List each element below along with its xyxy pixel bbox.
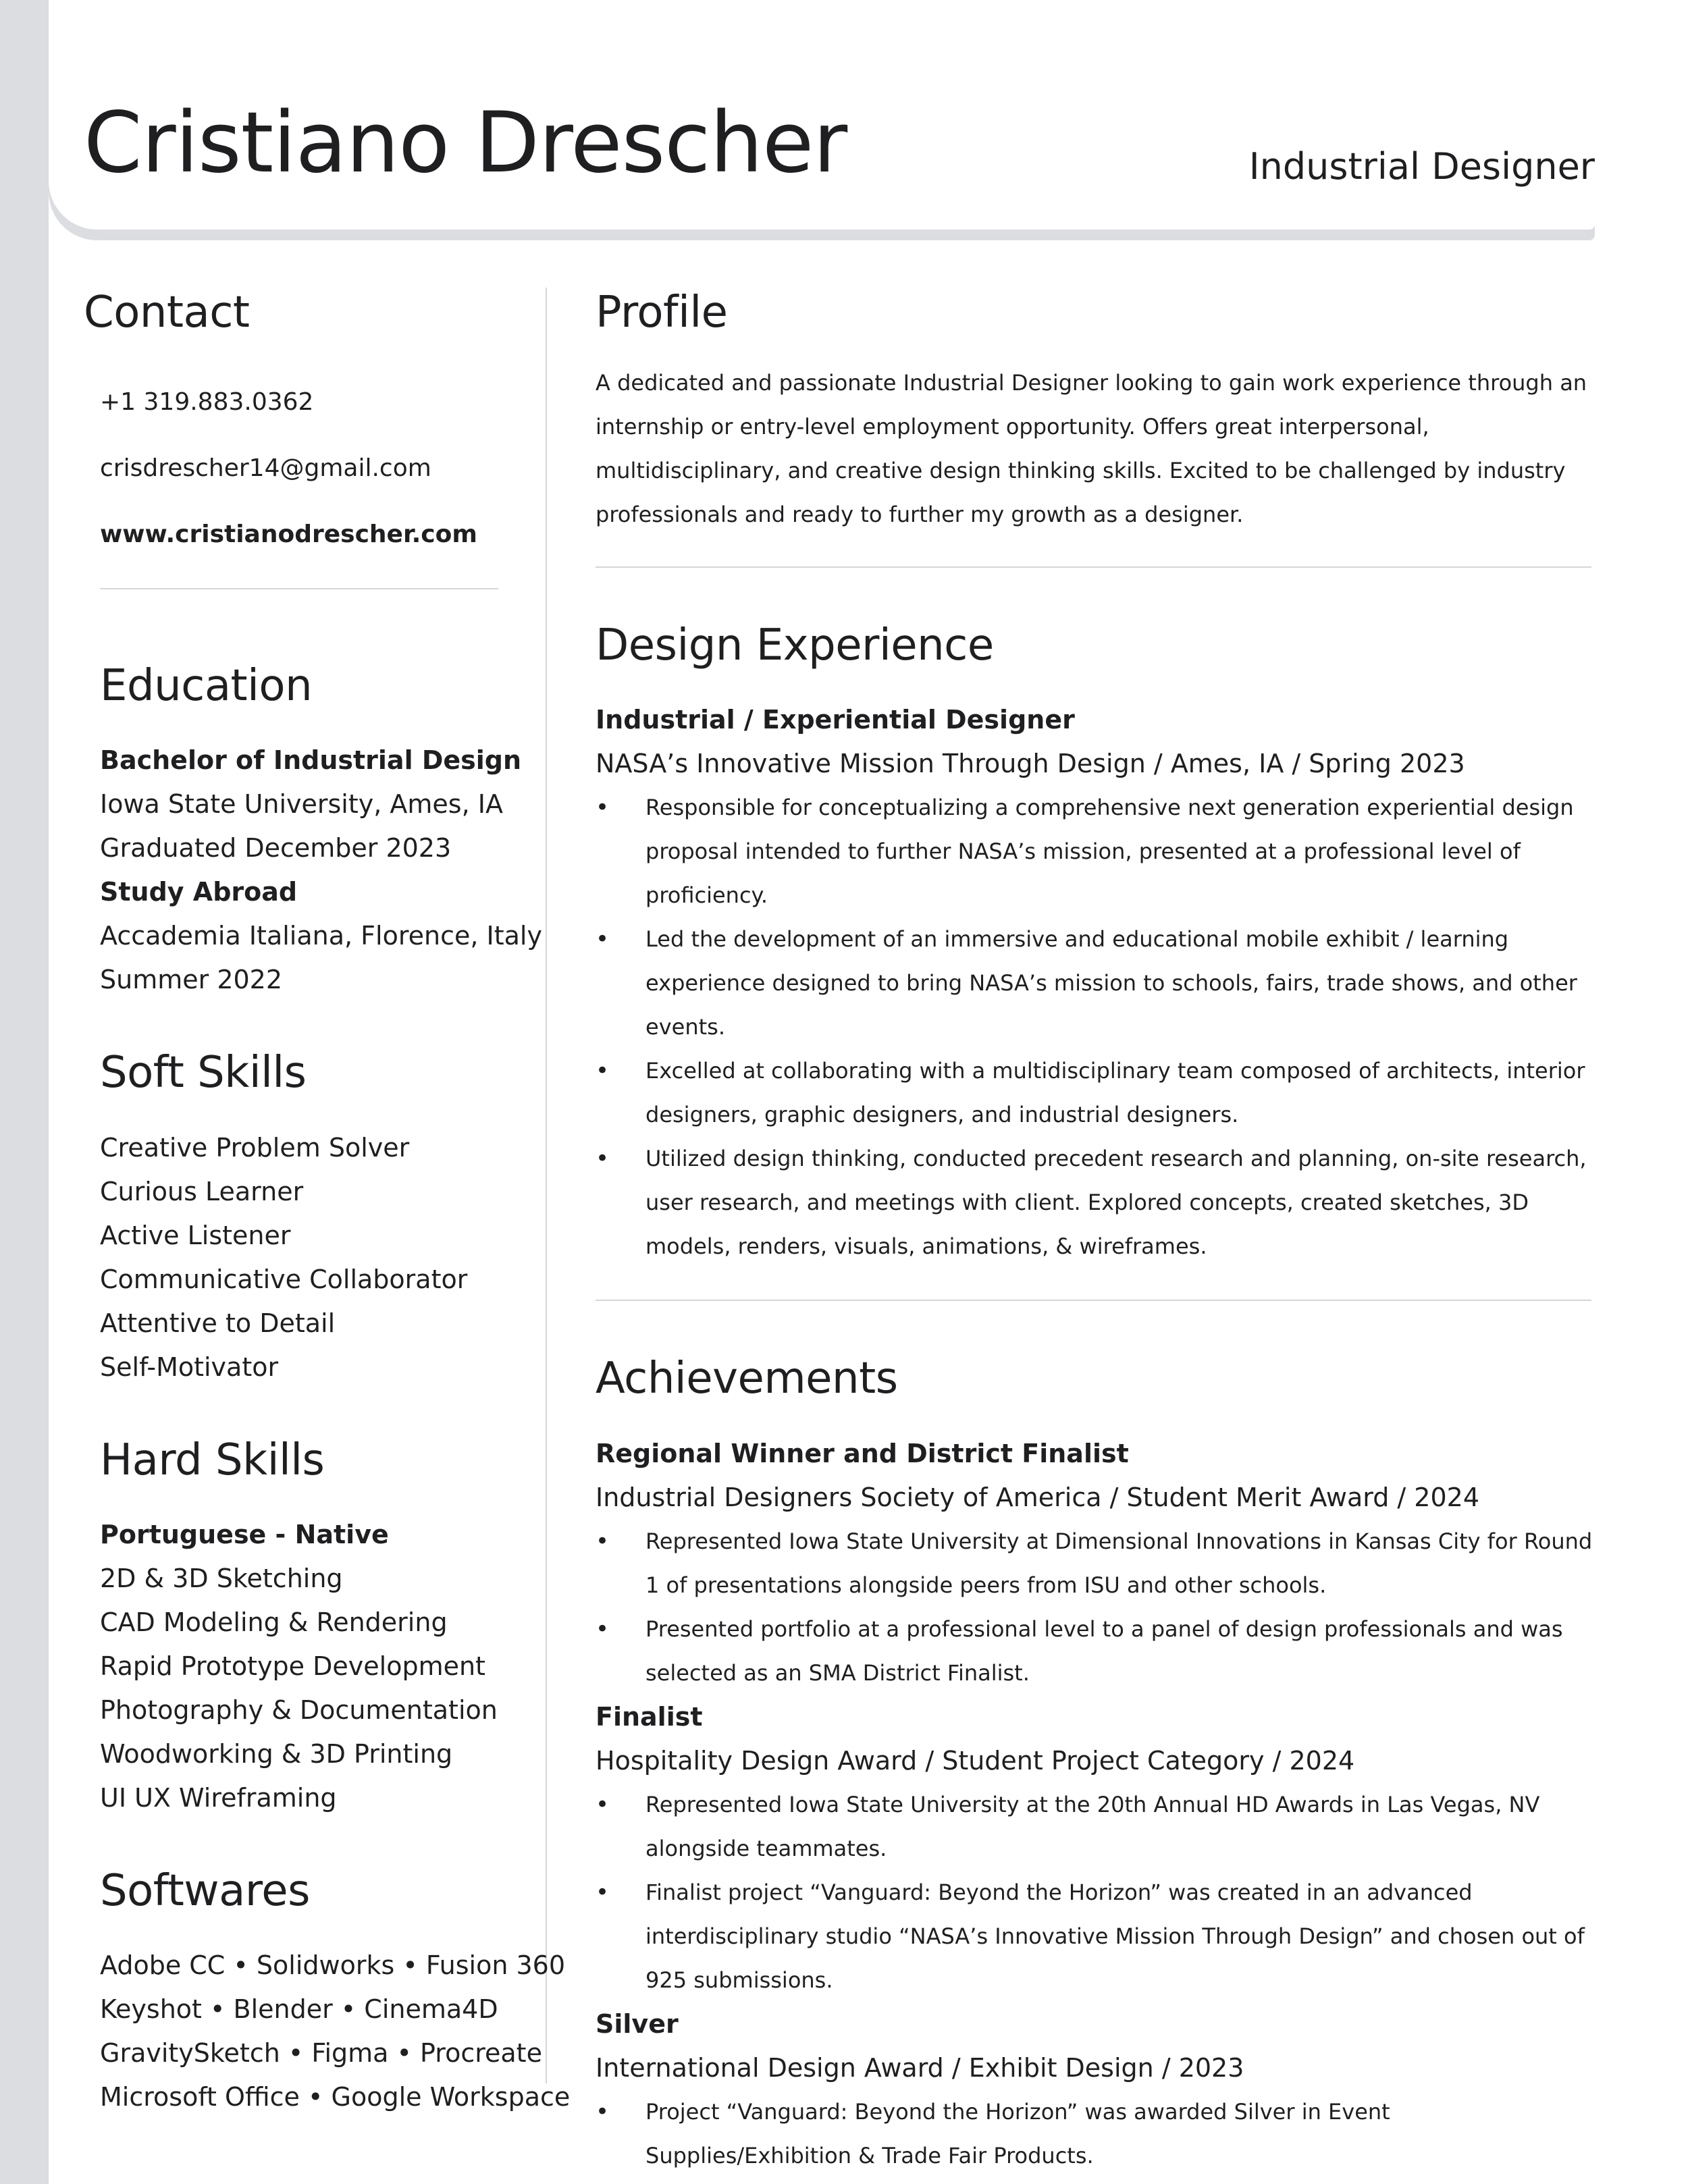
contact-divider [100,588,498,589]
achievement-heading: Regional Winner and District Finalist [596,1438,1129,1468]
website-link[interactable]: www.cristianodrescher.com [100,521,477,549]
achievement-bullet: • Represented Iowa State University at the 20th Annual HD Awards in Las Vegas, NV alongside teammates. [596,1783,1594,1871]
hard-skill-item: Woodworking & 3D Printing [100,1738,453,1769]
candidate-title: Industrial Designer [1248,145,1595,188]
education-heading: Education [100,661,313,712]
experience-meta: NASA’s Innovative Mission Through Design / Ames, IA / Spring 2023 [596,749,1465,779]
achievement-heading: Silver [596,2008,679,2039]
softwares-section [100,1865,571,2119]
candidate-name: Cristiano Drescher [84,95,847,192]
achievement-bullets [596,1783,1632,2002]
softwares-list [100,1944,571,2119]
profile-summary: A dedicated and passionate Industrial Designer looking to gain work experience through an internship or entry-level employment opportunity. Offers great interpersonal, multidisciplinary, and creative design thinking skills. Excited to be challenged by industry professionals and ready to further my growth as a designer. [596,370,1587,528]
university-name: Iowa State University, Ames, IA [100,789,503,820]
hard-skill-item: Portuguese - Native [100,1519,389,1549]
design-experience-heading: Design Experience [596,620,994,671]
achievement-item [596,2002,1632,2178]
soft-skills-heading: Soft Skills [100,1048,307,1098]
contact-section [84,290,550,589]
software-line: Microsoft Office • Google Workspace [100,2081,571,2112]
achievement-bullets [596,1520,1632,1695]
profile-divider [596,566,1591,568]
soft-skills-list [100,1126,550,1389]
experience-divider [596,1300,1591,1301]
achievement-item [596,1695,1632,2002]
hard-skills-list [100,1513,550,1820]
education-section [100,661,550,1002]
experience-bullet: • Excelled at collaborating with a multidisciplinary team composed of architects, interior designers, graphic designers, and industrial designers. [596,1049,1594,1137]
left-column [84,288,571,2119]
profile-section [596,290,1632,568]
soft-skill-item: Creative Problem Solver [100,1132,410,1163]
resume-page [49,0,1688,2184]
phone-number: +1 319.883.0362 [100,388,314,417]
hard-skills-section [100,1435,550,1820]
hard-skill-item: UI UX Wireframing [100,1782,337,1813]
right-column [596,290,1632,2178]
soft-skill-item: Active Listener [100,1220,291,1250]
contact-heading: Contact [84,288,250,338]
soft-skill-item: Attentive to Detail [100,1308,336,1338]
achievement-bullets [596,2090,1632,2178]
achievement-heading: Finalist [596,1701,703,1732]
achievement-bullet: • Presented portfolio at a professional level to a panel of design professionals and was selected as an SMA District Finalist. [596,1607,1594,1695]
experience-bullet: • Responsible for conceptualizing a comprehensive next generation experiential design proposal intended to further NASA’s mission, presented at a professional level of proficiency. [596,786,1594,917]
software-line: Adobe CC • Solidworks • Fusion 360 [100,1950,566,1980]
soft-skill-item: Curious Learner [100,1176,304,1206]
study-abroad-label: Study Abroad [100,877,298,907]
software-line: GravitySketch • Figma • Procreate [100,2037,542,2068]
experience-bullet: • Led the development of an immersive and educational mobile exhibit / learning experience designed to bring NASA’s mission to schools, fairs, trade shows, and other events. [596,917,1594,1049]
soft-skill-item: Communicative Collaborator [100,1264,468,1294]
soft-skill-item: Self-Motivator [100,1352,279,1382]
education-list [100,739,550,1002]
software-line: Keyshot • Blender • Cinema4D [100,1994,498,2024]
achievement-item [596,1432,1632,1695]
graduation-date: Graduated December 2023 [100,833,452,863]
experience-bullets [596,786,1632,1269]
study-abroad-school: Accademia Italiana, Florence, Italy [100,921,542,951]
achievement-bullet: • Finalist project “Vanguard: Beyond the Horizon” was created in an advanced interdisciplinary studio “NASA’s Innovative Mission Through Design” and chosen out of 925 submissions. [596,1871,1594,2002]
design-experience-section [596,620,1632,1301]
profile-heading: Profile [596,288,728,338]
soft-skills-section [100,1050,550,1389]
achievement-meta: Industrial Designers Society of America / Student Merit Award / 2024 [596,1482,1480,1512]
softwares-heading: Softwares [100,1865,310,1916]
email-address: crisdrescher14@gmail.com [100,454,431,483]
achievement-bullet: • Represented Iowa State University at Dimensional Innovations in Kansas City for Round 1 of presentations alongside peers from ISU and other schools. [596,1520,1594,1607]
experience-bullet: • Utilized design thinking, conducted precedent research and planning, on-site research, user research, and meetings with client. Explored concepts, created sketches, 3D models, renders, visuals, animations, & wireframes. [596,1137,1594,1269]
hard-skill-item: Photography & Documentation [100,1695,498,1725]
study-abroad-date: Summer 2022 [100,965,283,995]
achievement-meta: International Design Award / Exhibit Design / 2023 [596,2052,1244,2083]
achievements-section [596,1356,1632,2177]
resume-body [49,243,1688,2184]
resume-header [49,0,1595,230]
achievement-bullet: • Project “Vanguard: Beyond the Horizon” was awarded Silver in Event Supplies/Exhibition & Trade Fair Products. [596,2090,1594,2178]
achievement-meta: Hospitality Design Award / Student Project Category / 2024 [596,1745,1355,1776]
degree-name: Bachelor of Industrial Design [100,745,522,776]
hard-skill-item: CAD Modeling & Rendering [100,1607,448,1637]
hard-skills-heading: Hard Skills [100,1435,325,1485]
hard-skill-item: 2D & 3D Sketching [100,1563,343,1593]
hard-skill-item: Rapid Prototype Development [100,1651,485,1681]
achievements-heading: Achievements [596,1354,898,1404]
experience-role: Industrial / Experiential Designer [596,705,1075,735]
